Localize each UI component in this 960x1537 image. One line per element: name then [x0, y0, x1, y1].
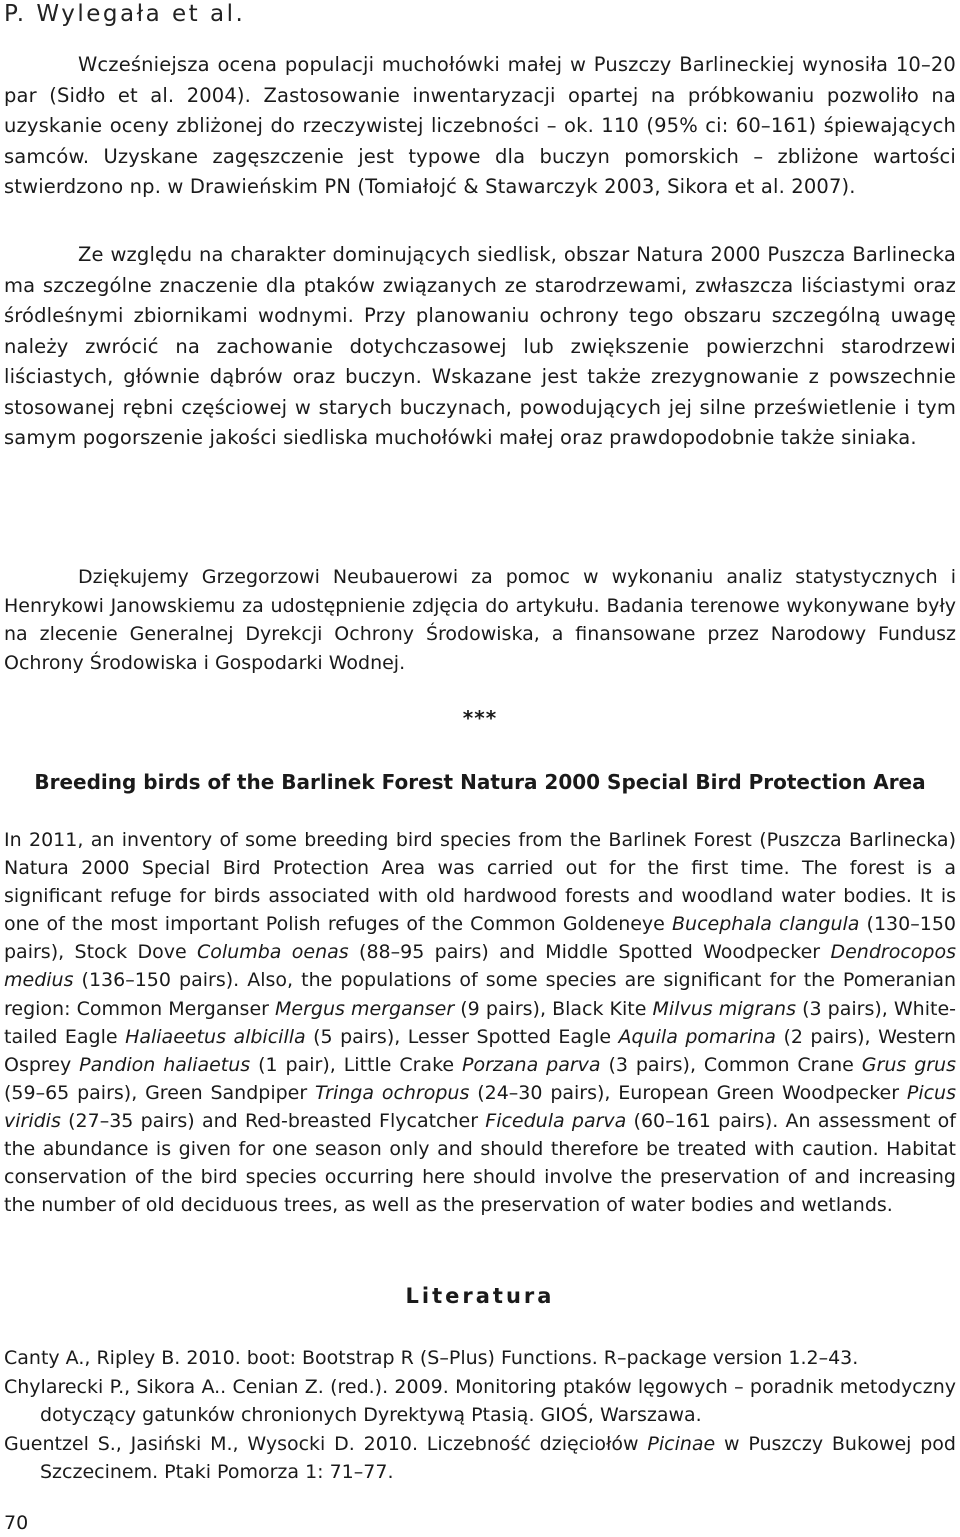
summary-text-run: (3 pairs), Common Crane [600, 1053, 862, 1076]
reference-item [4, 1344, 956, 1373]
acknowledgements [4, 563, 956, 677]
body-paragraph-1 [4, 50, 956, 203]
running-head: P. Wylegała et al. [4, 1, 246, 27]
summary-text-run: (136–150 pairs). Also, the populations of some species are significant for the Pomeranian region: Common Merganser [4, 969, 956, 1020]
acknowledgements-text: Dziękujemy Grzegorzowi Neubauerowi za pomoc w wykonaniu analiz statystycznych i Henrykowi Janowskiemu za udostępnienie zdjęcia do artykułu. Badania terenowe wykonywane były na zlecenie Generalnej Dyrekcji Ochrony Środowiska, a finansowane przez Narodowy Fundusz Ochrony Środowiska i Gospodarki Wodnej. [4, 566, 956, 674]
reference-list [4, 1344, 956, 1487]
reference-species-name: Picinae [647, 1432, 716, 1455]
summary-species-name: Bucephala clangula [672, 913, 860, 936]
body-paragraph-2 [4, 240, 956, 454]
summary-species-name: Tringa ochropus [315, 1081, 470, 1104]
summary-text-run: (130–150 pairs), Stock Dove [4, 913, 956, 964]
body-paragraph-2-text: Ze względu na charakter dominujących siedlisk, obszar Natura 2000 Puszcza Barlinecka ma szczególne znaczenie dla ptaków związanych ze starodrzewami, zwłaszcza liściastymi oraz śródleśnymi zbiornikami wodnymi. Przy planowaniu ochrony tego obszaru szczególną uwagę należy zwrócić na zachowanie dotychczasowej lub zwiększenie powierzchni starodrzewi liściastych, głównie dąbrów oraz buczyn. Wskazane jest także zrezygnowanie z powszechnie stosowanej rębni częściowej w starych buczynach, powodujących jej silne prześwietlenie i tym samym pogorszenie jakości siedliska muchołówki małej oraz prawdopodobnie także siniaka. [4, 243, 956, 449]
reference-text-run: Canty A., Ripley B. 2010. boot: Bootstrap R (S–Plus) Functions. R–package version 1.2–43. [4, 1347, 859, 1369]
summary-abstract [4, 826, 956, 1219]
summary-text-run: (5 pairs), Lesser Spotted Eagle [305, 1025, 619, 1048]
summary-text-run: (27–35 pairs) and Red-breasted Flycatcher [60, 1109, 486, 1132]
summary-species-name: Haliaeetus albicilla [125, 1025, 306, 1048]
summary-species-name: Ficedula parva [485, 1109, 627, 1132]
summary-text-run: (9 pairs), Black Kite [454, 997, 653, 1020]
summary-text-run: (3 pairs), White-tailed Eagle [4, 997, 957, 1048]
reference-text-run: Chylarecki P., Sikora A.. Cenian Z. (red.). 2009. Monitoring ptaków lęgowych – poradnik metodyczny dotyczący gatunków chronionych Dyrektywą Ptasią. GIOŚ, Warszawa. [4, 1375, 956, 1426]
summary-text-run: In 2011, an inventory of some breeding bird species from the Barlinek Forest (Puszcza Barlinecka) Natura 2000 Special Bird Protection Area was carried out for the first time. The forest is a significant refuge for birds associated with old hardwood forests and woodland water bodies. It is one of the most important Polish refuges of the Common Goldeneye [4, 829, 956, 936]
summary-text-run: (1 pair), Little Crake [250, 1053, 463, 1076]
literature-heading: Literatura [405, 1284, 555, 1308]
page-number: 70 [4, 1512, 29, 1534]
summary-species-name: Porzana parva [462, 1053, 601, 1076]
summary-title: Breeding birds of the Barlinek Forest Natura 2000 Special Bird Protection Area [34, 770, 926, 794]
section-separator: *** [462, 706, 498, 730]
reference-text-run: Guentzel S., Jasiński M., Wysocki D. 2010. Liczebność dzięciołów [4, 1432, 648, 1455]
summary-species-name: Dendrocopos medius [4, 941, 956, 992]
reference-text-run: w Puszczy Bukowej pod Szczecinem. Ptaki Pomorza 1: 71–77. [40, 1432, 956, 1483]
summary-text-run: (2 pairs), Western Osprey [4, 1025, 956, 1076]
reference-item [4, 1373, 956, 1430]
summary-species-name: Picus viridis [4, 1081, 956, 1132]
summary-species-name: Pandion haliaetus [79, 1053, 251, 1076]
summary-text-run: (59–65 pairs), Green Sandpiper [4, 1081, 316, 1104]
summary-species-name: Grus grus [861, 1053, 957, 1076]
summary-text-run: (88–95 pairs) and Middle Spotted Woodpecker [348, 941, 831, 964]
summary-species-name: Milvus migrans [652, 997, 796, 1020]
summary-species-name: Columba oenas [197, 941, 349, 964]
summary-species-name: Aquila pomarina [618, 1025, 776, 1048]
reference-item [4, 1430, 956, 1487]
summary-species-name: Mergus merganser [275, 997, 455, 1020]
summary-text-run: (60–161 pairs). An assessment of the abundance is given for one season only and should therefore be treated with caution. Habitat conservation of the bird species occurring here should involve the preservation of and increasing the number of old deciduous trees, as well as the preservation of water bodies and wetlands. [4, 1109, 956, 1217]
body-paragraph-1-text: Wcześniejsza ocena populacji muchołówki małej w Puszczy Barlineckiej wynosiła 10–20 par (Sidło et al. 2004). Zastosowanie inwentaryzacji opartej na próbkowaniu pozwoliło na uzyskanie oceny zbliżonej do rzeczywistej liczebności – ok. 110 (95% ci: 60–161) śpiewających samców. Uzyskane zagęszczenie jest typowe dla buczyn pomorskich – zbliżone wartości stwierdzono np. w Drawieńskim PN (Tomiałojć & Stawarczyk 2003, Sikora et al. 2007). [4, 53, 956, 198]
summary-text-run: (24–30 pairs), European Green Woodpecker [469, 1081, 907, 1104]
